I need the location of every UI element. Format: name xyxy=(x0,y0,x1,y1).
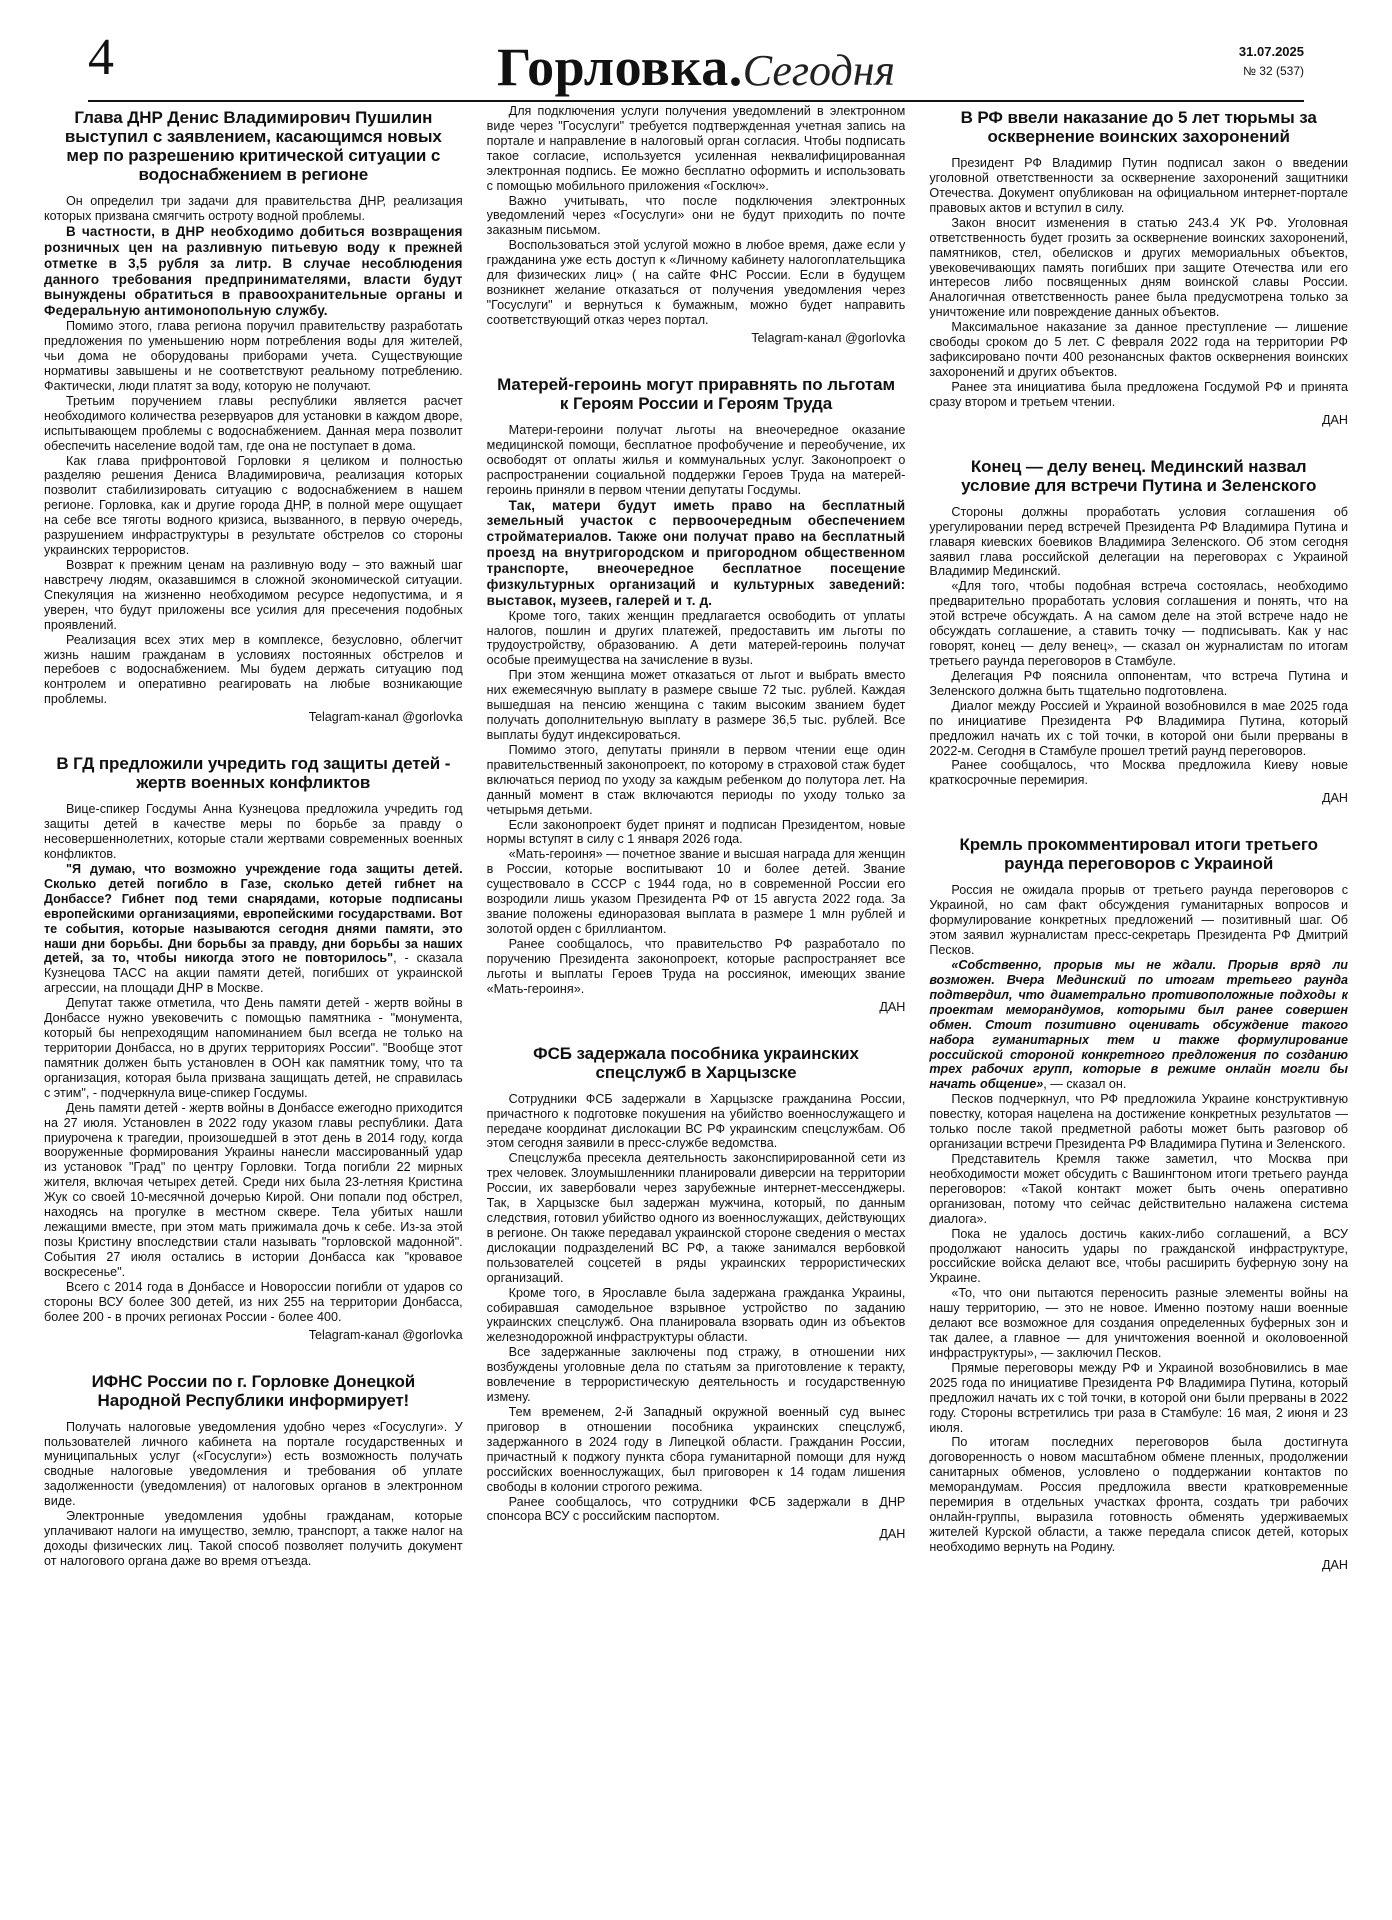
article-paragraph: Если законопроект будет принят и подписан Президентом, новые нормы вступят в силу с 1 января 2026 года. xyxy=(486,817,906,847)
article-source: ДАН xyxy=(1321,1557,1348,1572)
page-number: 4 xyxy=(88,29,114,86)
article-paragraph: Делегация РФ пояснила оппонентам, что встреча Путина и Зеленского должна быть тщательно подготовлена. xyxy=(929,668,1348,698)
article-mother-heroine xyxy=(487,375,906,1014)
article-headline: ФСБ задержала пособника украинских спецслужб в Харцызске xyxy=(533,1043,859,1082)
article-paragraph-quote xyxy=(44,862,463,996)
article-ifns-continued xyxy=(487,104,906,345)
article-paragraph: Тем временем, 2-й Западный окружной военный суд вынес приговор в отношении пособника украинских спецслужб, задержанного в 2024 году в Липецкой области. Гражданин России, причастный к поджогу пункта сбора гуманитарной помощи для нужд российских военнослужащих, был приговорен к 14 годам лишения свободы в колонии строгого режима. xyxy=(486,1405,906,1494)
article-headline: В ГД предложили учредить год защиты детей - жертв военных конфликтов xyxy=(56,754,451,793)
quote-italic xyxy=(929,958,1348,1091)
article-paragraph-bold: Так, матери будут иметь право на бесплатный земельный участок с первоочередным обеспечением стройматериалов. Также они получат право на бесплатный проезд на внутригородском и пригородном общественном транспорте, внеочередное бесплатное посещение физкультурных организаций и культурных заведений: выставок, музеев, галерей и т. д. xyxy=(486,497,906,608)
article-source: ДАН xyxy=(879,999,906,1014)
masthead xyxy=(44,0,1348,104)
article-paragraph: Стороны должны проработать условия соглашения об урегулировании перед встречей Президента РФ Владимира Путина и главаря киевских боевиков Владимира Зеленского. Об этом сегодня заявил глава российской делегации на переговорах с Украиной Владимир Мединский. xyxy=(929,504,1348,579)
logo-main-text: Горловка. xyxy=(496,37,743,97)
article-paragraph: Как глава прифронтовой Горловки я целиком и полностью разделяю решения Дениса Владимировича, реализация которых позволит стабилизировать ситуацию с водоснабжением в нашем регионе. Горловка, как и другие города ДНР, в полной мере ощущает на себе все тяготы водного кризиса, вызванного, в первую очередь, разрушением инфраструктуры в результате обстрелов со стороны украинских террористов. xyxy=(44,453,463,558)
article-paragraph: Для подключения услуги получения уведомлений в электронном виде через "Госуслуги" требуется подтвержденная учетная запись на портале и направление в налоговый орган согласия. Чтобы подписать такое согласие, используется усиленная неквалифицированная электронная подпись. Ее можно бесплатно оформить и использовать с помощью мобильного приложения «Госключ». xyxy=(486,104,906,193)
article-paragraph: Прямые переговоры между РФ и Украиной возобновились в мае 2025 года по инициативе Президента РФ Владимира Путина, который предложил начать их с той точки, в которой они были прерваны в 2022 году. Стороны встретились три раза в Стамбуле: 16 мая, 2 июня и 23 июля. xyxy=(929,1360,1348,1435)
article-source: Telagram-канал @gorlovka xyxy=(308,710,463,725)
article-paragraph: Песков подчеркнул, что РФ предложила Украине конструктивную повестку, которая нацелена на достижение конкретных результатов — только после такой предметной работы может быть разговор об организации встречи Президента РФ Владимира Путина и Зеленского. xyxy=(929,1092,1348,1152)
article-paragraph: Вице-спикер Госдумы Анна Кузнецова предложила учредить год защиты детей в качестве меры по борьбе за правду о несовершеннолетних, которые стали жертвами современных военных конфликтов. xyxy=(44,802,463,862)
article-medinsky xyxy=(929,457,1348,806)
quote-bold: «Собственно, прорыв мы не ждали. Прорыв вряд ли возможен. Вчера Мединский по итогам третьего раунда подтвердил, что диаметрально противоположные подходы к проектам меморандумов, которыми был ранее совершен обмен. Стоит позитивно оценивать обсуждение такого набора гуманитарных тем и также формулирование российской стороной конкретного предложения по созданию трех рабочих групп, которые в режиме онлайн могли бы начать общение» xyxy=(929,957,1348,1092)
article-source: Telagram-канал @gorlovka xyxy=(751,330,906,345)
column-1 xyxy=(44,104,463,1904)
article-kremlin-comments xyxy=(929,835,1348,1572)
article-paragraph: Помимо этого, депутаты приняли в первом чтении еще один правительственный законопроект, по которому в страховой стаж будет включаться период по уходу за каждым ребенком до полутора лет. На данный момент в стаж включаются периоды по уходу только за четырьмя детьми. xyxy=(486,742,906,817)
columns xyxy=(44,104,1348,1904)
article-paragraph: Электронные уведомления удобны гражданам, которые уплачивают налоги на имущество, землю, транспорт, а также налог на доходы физических лиц. Такой способ позволяет получить документ от налогового органа даже во время отъезда. xyxy=(44,1509,463,1568)
article-paragraph: Он определил три задачи для правительства ДНР, реализация которых призвана смягчить остроту водной проблемы. xyxy=(44,194,463,224)
article-paragraph: Ранее сообщалось, что сотрудники ФСБ задержали в ДНР спонсора ВСУ с российским паспортом. xyxy=(486,1494,906,1524)
article-paragraph: Третьим поручением главы республики является расчет необходимого количества резервуаров для установки в каждом дворе, испытывающем проблемы с водоснабжением. Данная мера позволит обеспечить население водой там, где она не поступает в дома. xyxy=(44,393,463,453)
article-headline: Матерей-героинь могут приравнять по льготам к Героям России и Героям Труда xyxy=(497,374,895,413)
article-paragraph: Сотрудники ФСБ задержали в Харцызске гражданина России, причастного к подготовке покушения на убийство военнослужащего и передаче координат дислокации ВС РФ украинским спецслужбам. Об этом сегодня заявили в пресс-службе ведомства. xyxy=(486,1091,906,1151)
article-paragraph: Кроме того, в Ярославле была задержана гражданка Украины, собиравшая самодельное взрывное устройство по заданию украинских спецслужб. Она планировала взорвать один из объектов железнодорожной инфраструктуры области. xyxy=(486,1285,906,1345)
article-headline: ИФНС России по г. Горловке Донецкой Народной Республики информирует! xyxy=(91,1371,416,1410)
header-divider xyxy=(88,100,1304,102)
article-ifns xyxy=(44,1372,463,1569)
article-paragraph: День памяти детей - жертв войны в Донбассе ежегодно приходится на 27 июля. Установлен в 2022 году указом главы республики. Дата приурочена к трагедии, произошедшей в этот день в 2014 году, когда вооруженные формирования Украины нанесли массированный удар из установок "Град" по центру Горловки. Тогда погибли 22 мирных жителя, включая четырех детей. Среди них была 23-летняя Кристина Жук со своей 10-месячной дочерью Кирой. Они попали под обстрел, находясь на прогулке в местном сквере. Тела убитых нашли лежащими вместе, при этом мать прижимала дочь к себе. Из-за этой позы Кристину впоследствии стали называть "горловской мадонной". События 27 июля остались в истории Донбасса как "кровавое воскресенье". xyxy=(44,1100,463,1279)
article-burial-desecration xyxy=(929,108,1348,427)
column-3 xyxy=(929,104,1348,1904)
article-paragraph: Матери-героини получат льготы на внеочередное оказание медицинской помощи, бесплатное профобучение и переобучение, их освободят от оплаты жилья и коммунальных услуг. Законопроект о распространении социальной поддержки Героев Труда на матерей-героинь приняли в первом чтении депутаты Госдумы. xyxy=(486,422,906,497)
article-paragraph-quote xyxy=(929,958,1348,1092)
article-paragraph: Диалог между Россией и Украиной возобновился в мае 2025 года по инициативе Президента РФ Владимира Путина, который предложил начать их с той точки, в которой они были прерваны в 2022-м. Сегодня в Стамбуле прошел третий раунд переговоров. xyxy=(929,698,1348,758)
article-paragraph: «То, что они пытаются переносить разные элементы войны на нашу территорию, — это не новое. Именно поэтому наши военные делают все возможное для создания определенных буферных зон и так далее, а главное — для уничтожения военной и околовоенной инфраструктуры», — заключил Песков. xyxy=(929,1286,1348,1360)
article-source: ДАН xyxy=(879,1527,906,1542)
article-headline: Конец — делу венец. Мединский назвал условие для встречи Путина и Зеленского xyxy=(961,456,1317,495)
article-paragraph: Возврат к прежним ценам на разливную воду – это важный шаг навстречу людям, оказавшимся в сложной экономической ситуации. Спекуляция на жизненно необходимом ресурсе недопустима, и я уверен, что будут приложены все усилия для пресечения подобных проявлений. xyxy=(44,557,463,632)
article-paragraph: Максимальное наказание за данное преступление — лишение свободы сроком до 5 лет. С февраля 2022 года на территории РФ зафиксировано почти 400 резонансных фактов осквернения воинских захоронений и других объектов. xyxy=(929,320,1348,379)
quote-bold: "Я думаю, что возможно учреждение года защиты детей. Сколько детей погибло в Газе, сколько детей гибнет на Донбассе? Гибнет под теми снарядами, которые подписаны европейскими организациями, европейскими государствами. Вот те события, которые называются сегодня днями памяти, это наши дни борьбы. Дни борьбы за правду, дни борьбы за наших детей, за то, чтобы никогда этого не повторилось" xyxy=(44,861,463,966)
article-paragraph: Президент РФ Владимир Путин подписал закон о введении уголовной ответственности за осквернение захоронений защитники Отечества. Документ опубликован на официальном интернет-портале правовых актов и вступил в силу. xyxy=(929,156,1348,215)
article-paragraph: По итогам последних переговоров была достигнута договоренность о новом масштабном обмене пленных, продолжении санитарных обменов, условлено о поддержании контактов по меморандумам. Россия предложила ввести кратковременные перемирия в отдельных участках фронта, создать три рабочих онлайн-группы, выразила готовность обменять удерживаемых жителей Курской области, а также передала список детей, которых необходимо вернуть на Родину. xyxy=(929,1435,1348,1554)
article-paragraph: Депутат также отметила, что День памяти детей - жертв войны в Донбассе нужно увековечить с помощью памятника - "монумента, который бы непреходящим напоминанием был всегда не только на территории Донбасса, но в других территориях России". "Вообще этот памятник должен быть установлен в ООН как памятник тому, что та организация, которая была призвана защищать детей, не справилась с этим", - подчеркнула вице-спикер Госдумы. xyxy=(44,996,463,1100)
article-paragraph: При этом женщина может отказаться от льгот и выбрать вместо них ежемесячную выплату в размере свыше 72 тыс. рублей. Каждая вышедшая на пенсию женщина с таким высоким званием будет получать дополнительную выплату в размере 36,5 тыс. рублей. Все выплаты будут индексироваться. xyxy=(486,668,906,742)
article-fsb-khartsyzsk xyxy=(487,1044,906,1542)
article-paragraph: Все задержанные заключены под стражу, в отношении них возбуждены уголовные дела по статьям за приготовление к теракту, вовлечение в террористическую деятельность и государственную измену. xyxy=(486,1345,906,1405)
issue-date: 31.07.2025 xyxy=(1238,44,1304,59)
article-paragraph: Ранее сообщалось, что Москва предложила Киеву новые краткосрочные перемирия. xyxy=(929,758,1348,788)
article-headline: Глава ДНР Денис Владимирович Пушилин выступил с заявлением, касающимся новых мер по разрешению критической ситуации с водоснабжением в регионе xyxy=(64,108,442,185)
article-paragraph: «Для того, чтобы подобная встреча состоялась, необходимо предварительно проработать условия соглашения и понять, что на этой встрече обсуждать. А на самом деле на этой встрече надо не обсуждать соглашение, а ставить точку — подписывать. Как у нас говорят, конец — делу венец», — сказал он журналистам по итогам третьего раунда переговоров в Стамбуле. xyxy=(929,579,1348,669)
article-paragraph: «Мать-героиня» — почетное звание и высшая награда для женщин в России, которые воспитывают 10 и более детей. Звание существовало в СССР с 1944 года, но в современной России его возродили лишь указом Президента РФ от 15 августа 2022 года. За звание положены единоразовая выплата в размере 1 млн рублей и золотой орден с бриллиантом. xyxy=(486,847,906,936)
article-source: ДАН xyxy=(1321,412,1348,427)
article-paragraph: Воспользоваться этой услугой можно в любое время, даже если у гражданина уже есть доступ к «Личному кабинету налогоплательщика для физических лиц» ( на сайте ФНС России. Если в будущем возникнет желание отказаться от получения уведомления через "Госуслуги" и вернуться к бумажным, можно будет направить соответствующий отказ через портал. xyxy=(486,238,906,327)
article-paragraph: Реализация всех этих мер в комплексе, безусловно, облегчит жизнь нашим гражданам в условиях постоянных обстрелов и перебоев с водоснабжением. Мы будем держать ситуацию под контролем и оперативно реагировать на любые возникающие проблемы. xyxy=(44,632,463,707)
issue-number: № 32 (537) xyxy=(1243,64,1304,78)
article-paragraph: Представитель Кремля также заметил, что Москва при необходимости может обсудить с Вашингтоном итоги третьего раунда переговоров: «Такой контакт может быть очень оперативно организован, потому что сейчас действительно налажена система диалога». xyxy=(929,1151,1348,1226)
article-paragraph: Россия не ожидала прорыв от третьего раунда переговоров с Украиной, но сам факт обсуждения гуманитарных вопросов и формулирование конкретных предложений — позитивный шаг. Об этом заявил журналистам пресс-секретарь Президента РФ Дмитрий Песков. xyxy=(929,883,1348,958)
article-pushilin xyxy=(44,108,463,724)
article-paragraph: Кроме того, таких женщин предлагается освободить от уплаты налогов, пошлин и других платежей, предоставить им льготы по трудоустройству, образованию. А дети матерей-героинь получат особые преимущества на зачисление в вузы. xyxy=(486,608,906,668)
column-2 xyxy=(487,104,906,1904)
article-headline: В РФ ввели наказание до 5 лет тюрьмы за осквернение воинских захоронений xyxy=(960,108,1317,147)
article-paragraph: Помимо этого, глава региона поручил правительству разработать предложения по уменьшению норм потребления воды для жителей, чьи дома не оборудованы приборами учета. Существующие нормативы завышены и не соответствуют реальному потреблению. Фактически, люди платят за воду, которую не получают. xyxy=(44,319,463,393)
article-paragraph: Получать налоговые уведомления удобно через «Госуслуги». У пользователей личного кабинета на портале государственных и муниципальных услуг («Госуслуги») есть возможность получать сводные налоговые уведомления и требования об уплате задолженности (уведомления) от налоговых органов в электронном виде. xyxy=(44,1419,463,1509)
article-source: ДАН xyxy=(1321,791,1348,806)
article-headline: Кремль прокомментировал итоги третьего раунда переговоров с Украиной xyxy=(959,835,1318,874)
quote-tail: , - сказала Кузнецова ТАСС на акции памяти детей, погибших от украинской агрессии, на площади ДНР в Москве. xyxy=(44,951,463,996)
article-children-year xyxy=(44,754,463,1341)
article-paragraph: Ранее сообщалось, что правительство РФ разработало по поручению Президента законопроект, которые распространяет все льготы и выплаты Героев Труда на россиянок, имеющих звание «Мать-героиня». xyxy=(486,936,906,996)
article-paragraph: Пока не удалось достичь каких-либо соглашений, а ВСУ продолжают наносить удары по гражданской инфраструктуре, российские войска делают все, чтобы расширить буферную зону на Украине. xyxy=(929,1226,1348,1286)
article-paragraph: Спецслужба пресекла деятельность законспирированной сети из трех человек. Злоумышленники планировали диверсии на территории России, их завербовали через зарубежные интернет-мессенджеры. Так, в Харцызске был задержан мужчина, который, по данным следствия, готовил убийство одного из военнослужащих, действующих в регионе. Он также передавал украинской стороне сведения о местах дислокации подразделений ВС РФ, а также занимался вербовкой пользователей соцсетей в ряды украинских террористических организаций. xyxy=(486,1151,906,1285)
article-paragraph: Всего с 2014 года в Донбассе и Новороссии погибли от ударов со стороны ВСУ более 300 детей, из них 255 на территории Донбасса, более 200 - в прочих регионах России - более 400. xyxy=(44,1279,463,1324)
article-paragraph: Закон вносит изменения в статью 243.4 УК РФ. Уголовная ответственность будет грозить за осквернение воинских захоронений, памятников, стел, обелисков и других мемориальных объектов, увековечивающих память погибших при защите Отечества или его интересов либо посвященных дням воинской славы России. Аналогичная ответственность ранее была предусмотрена только за уничтожение или повреждение данных объектов. xyxy=(929,215,1348,320)
article-paragraph: Ранее эта инициатива была предложена Госдумой РФ и принята сразу втором и третьем чтении. xyxy=(929,379,1348,409)
logo-sub-text: Сегодня xyxy=(742,46,896,95)
article-paragraph: Важно учитывать, что после подключения электронных уведомлений через «Госуслуги» они не будут приходить по почте заказным письмом. xyxy=(486,193,906,238)
quote-tail: , — сказал он. xyxy=(1043,1077,1127,1092)
newspaper-logo xyxy=(44,37,1348,97)
article-paragraph-bold: В частности, в ДНР необходимо добиться возвращения розничных цен на разливную питьевую воду к прежней отметке в 3,5 рубля за литр. В случае несоблюдения данного требования предпринимателями, власти будут вынуждены обратиться в правоохранительные органы и Федеральную антимонопольную службу. xyxy=(44,223,463,319)
article-source: Telagram-канал @gorlovka xyxy=(308,1327,463,1342)
